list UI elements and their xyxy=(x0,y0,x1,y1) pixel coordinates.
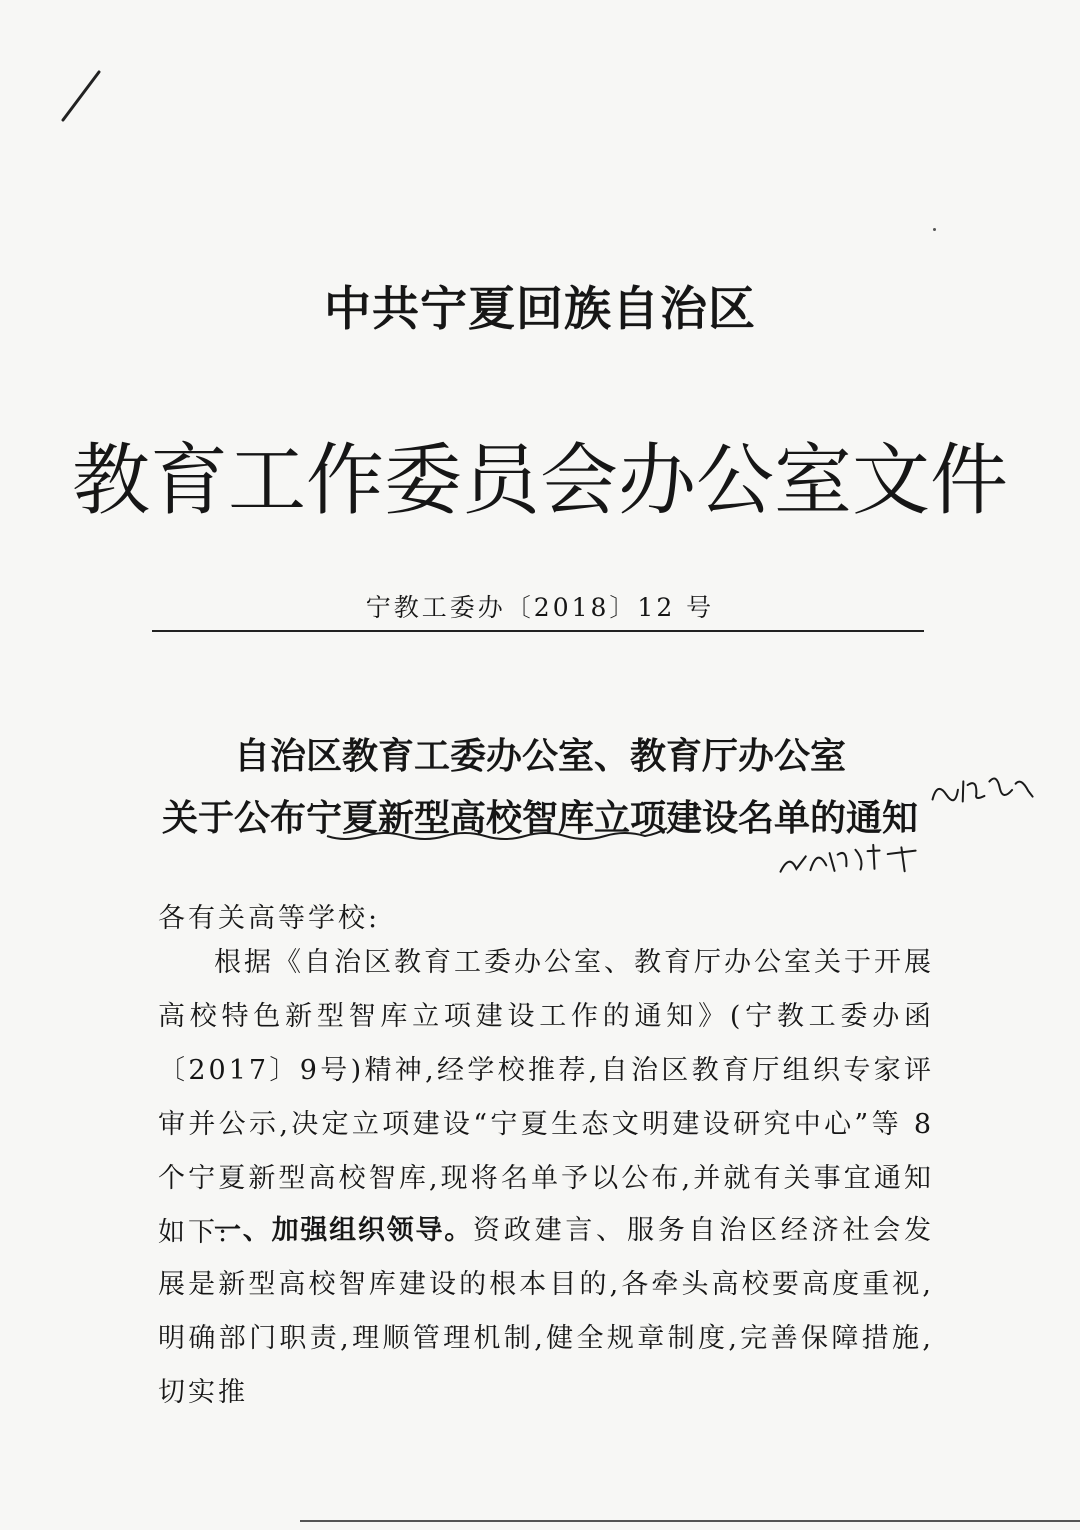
notice-title-line-2: 关于公布宁夏新型高校智库立项建设名单的通知 xyxy=(161,798,918,839)
body-paragraph-2 xyxy=(158,1204,934,1420)
handwritten-note-2 xyxy=(775,836,927,884)
document-number: 宁教工委办〔2018〕12 号 xyxy=(365,593,715,622)
body-paragraph-1: 根据《自治区教育工委办公室、教育厅办公室关于开展高校特色新型智库立项建设工作的通知》(宁教工委办函〔2017〕9号)精神,经学校推荐,自治区教育厅组织专家评审并公示,决定立项建设“宁夏生态文明建设研究中心”等 8 个宁夏新型高校智库,现将名单予以公布,并就有关事宜通知如下: xyxy=(158,947,934,1248)
issuer-line-1: 中共宁夏回族自治区 xyxy=(324,282,756,337)
handwritten-underline xyxy=(325,826,670,846)
header-separator xyxy=(152,630,924,632)
salutation: 各有关高等学校: xyxy=(158,903,381,934)
page-bottom-edge xyxy=(300,1520,1080,1522)
stray-dot xyxy=(933,228,936,231)
section-heading: 一、加强组织领导。 xyxy=(214,1215,474,1246)
pen-stroke-mark xyxy=(55,66,105,126)
handwritten-note-1 xyxy=(927,766,1040,814)
section-text: 资政建言、服务自治区经济社会发展是新型高校智库建设的根本目的,各牵头高校要高度重视,明确部门职责,理顺管理机制,健全规章制度,完善保障措施,切实推 xyxy=(158,1215,935,1408)
notice-title-line-1: 自治区教育工委办公室、教育厅办公室 xyxy=(233,736,846,777)
issuer-line-2: 教育工作委员会办公室文件 xyxy=(71,436,1008,526)
